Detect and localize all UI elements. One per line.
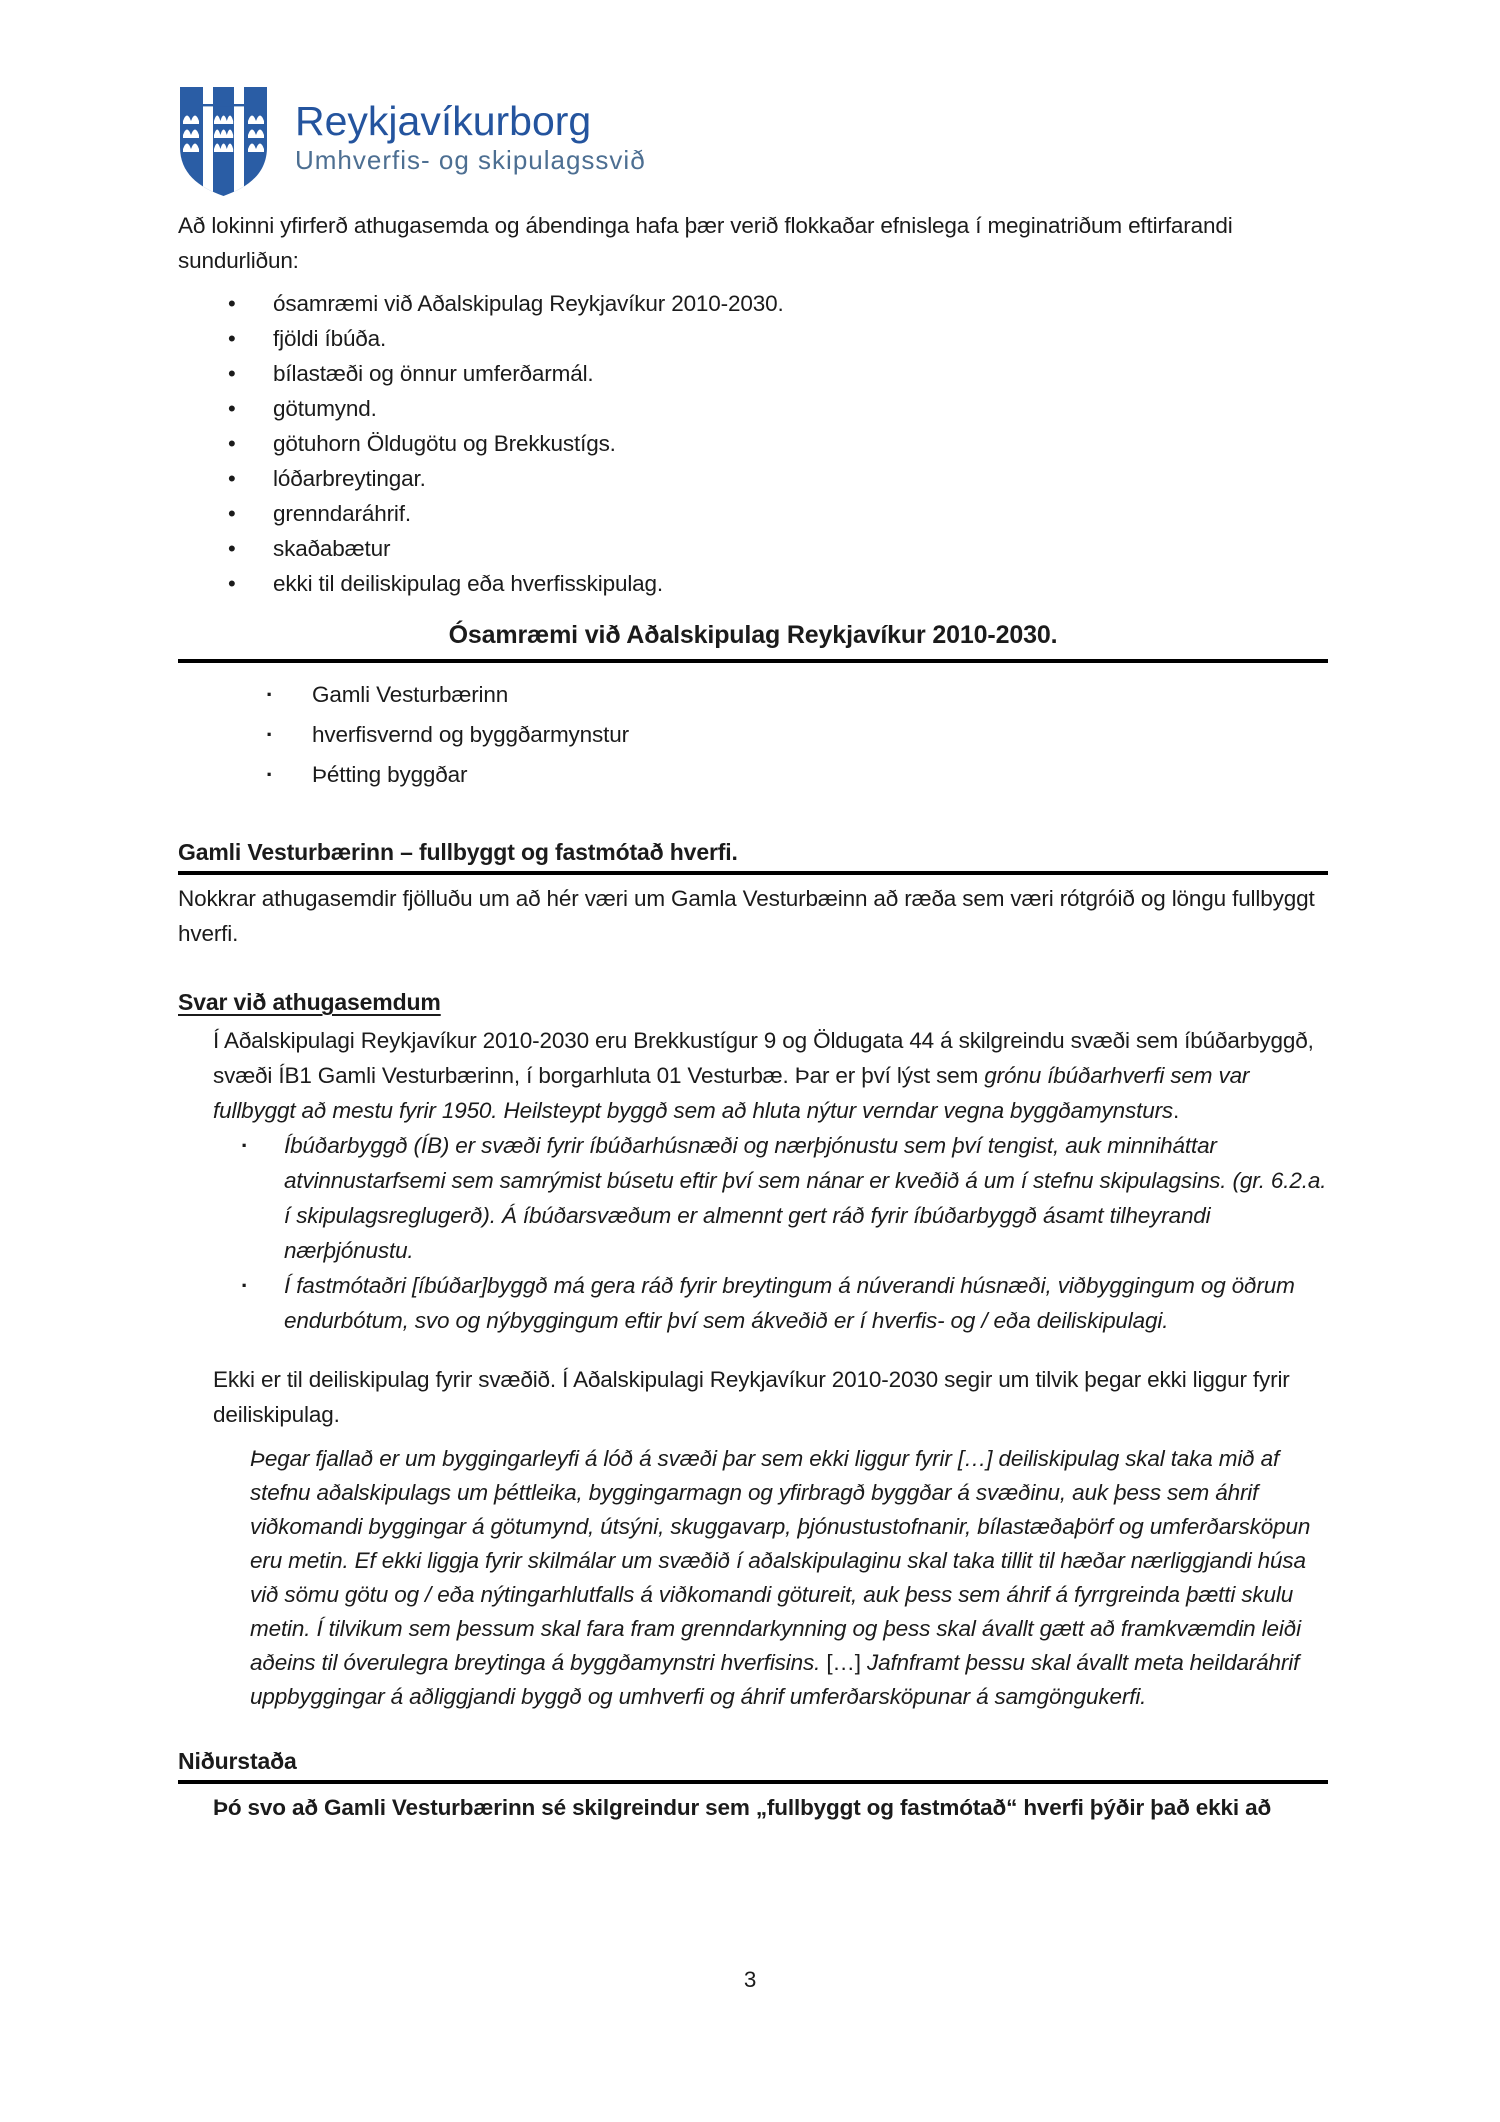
list-item-text: Gamli Vesturbærinn <box>312 682 509 707</box>
bullet-icon <box>228 531 236 566</box>
aðalskipulag-quote <box>250 1442 1328 1714</box>
list-item <box>178 531 1328 566</box>
quote-text-part2: Jafnframt þessu skal ávallt meta heildaráhrif uppbyggingar á aðliggjandi byggð og umhverfi og áhrif umferðarsköpunar á samgöngukerfi. <box>250 1650 1300 1709</box>
bullet-icon <box>228 286 236 321</box>
section-heading-gamli: Gamli Vesturbærinn – fullbyggt og fastmótað hverfi. <box>178 835 1328 875</box>
list-item-text: lóðarbreytingar. <box>273 466 426 491</box>
list-item-text: götumynd. <box>273 396 377 421</box>
logo-dept-name: Umhverfis- og skipulagssvið <box>295 145 646 175</box>
svar-paragraph-1-normal: Í Aðalskipulagi Reykjavíkur 2010-2030 eru Brekkustígur 9 og Öldugata 44 á skilgreindu svæði sem íbúðarbyggð, svæði ÍB1 Gamli Vesturbærinn, í borgarhluta 01 Vesturbæ. Þar er því lýst sem <box>213 1028 1314 1088</box>
dot-bullet-icon <box>241 1268 248 1303</box>
list-item <box>178 566 1328 601</box>
page-number: 3 <box>743 1967 757 1992</box>
bullet-icon <box>228 321 236 356</box>
osamraemi-bullet-list <box>178 675 1328 795</box>
bullet-icon <box>228 426 236 461</box>
list-item-text: Íbúðarbyggð (ÍB) er svæði fyrir íbúðarhúsnæði og nærþjónustu sem því tengist, auk minniháttar atvinnustarfsemi sem samrýmist búsetu eftir því sem nánar er kveðið á um í stefnu skipulagsins. (gr. 6.2.a. í skipulagsreglugerð). Á íbúðarsvæðum er almennt gert ráð fyrir íbúðarbyggð ásamt tilheyrandi nærþjónustu. <box>284 1133 1327 1263</box>
list-item <box>178 461 1328 496</box>
list-item-text: bílastæði og önnur umferðarmál. <box>273 361 594 386</box>
list-item-text: skaðabætur <box>273 536 391 561</box>
list-item-text: fjöldi íbúða. <box>273 326 387 351</box>
list-item <box>178 391 1328 426</box>
section-heading-svar: Svar við athugasemdum <box>178 989 441 1015</box>
logo-text <box>295 85 646 175</box>
svar-bullet-list <box>213 1128 1328 1338</box>
list-item-text: grenndaráhrif. <box>273 501 411 526</box>
list-item-text: ekki til deiliskipulag eða hverfisskipulag. <box>273 571 664 596</box>
bullet-icon <box>228 496 236 531</box>
list-item <box>178 715 1328 755</box>
bullet-icon <box>228 391 236 426</box>
list-item-text: götuhorn Öldugötu og Brekkustígs. <box>273 431 616 456</box>
list-item <box>178 675 1328 715</box>
section-heading-osamraemi: Ósamræmi við Aðalskipulag Reykjavíkur 2010-2030. <box>178 619 1328 663</box>
list-item <box>178 496 1328 531</box>
nidurstada-paragraph: Þó svo að Gamli Vesturbærinn sé skilgreindur sem „fullbyggt og fastmótað“ hverfi þýðir það ekki að <box>213 1795 1272 1820</box>
dot-bullet-icon <box>266 755 273 795</box>
intro-paragraph: Að lokinni yfirferð athugasemda og ábendinga hafa þær verið flokkaðar efnislega í meginatriðum eftirfarandi sundurliðun: <box>178 213 1233 273</box>
list-item <box>213 1268 1328 1338</box>
list-item <box>178 286 1328 321</box>
logo <box>178 0 1328 208</box>
document-content <box>178 0 1328 1825</box>
quote-ellipsis: […] <box>826 1650 861 1675</box>
bullet-icon <box>228 566 236 601</box>
list-item-text: Í fastmótaðri [íbúðar]byggð má gera ráð fyrir breytingum á núverandi húsnæði, viðbyggingum og öðrum endurbótum, svo og nýbyggingum eftir því sem ákveðið er í hverfis- og / eða deiliskipulagi. <box>284 1273 1295 1333</box>
logo-org-name: Reykjavíkurborg <box>295 98 592 144</box>
gamli-paragraph: Nokkrar athugasemdir fjölluðu um að hér væri um Gamla Vesturbæinn að ræða sem væri rótgróið og löngu fullbyggt hverfi. <box>178 886 1315 946</box>
intro-bullet-list <box>178 286 1328 601</box>
list-item-text: Þétting byggðar <box>312 762 468 787</box>
section-heading-nidurstada: Niðurstaða <box>178 1744 1328 1784</box>
dot-bullet-icon <box>266 715 273 755</box>
list-item <box>178 426 1328 461</box>
list-item-text: hverfisvernd og byggðarmynstur <box>312 722 629 747</box>
reykjavik-coat-of-arms-icon <box>178 85 269 208</box>
list-item-text: ósamræmi við Aðalskipulag Reykjavíkur 2010-2030. <box>273 291 784 316</box>
quote-text-part1: Þegar fjallað er um byggingarleyfi á lóð á svæði þar sem ekki liggur fyrir […] deiliskipulag skal taka mið af stefnu aðalskipulags um þéttleika, byggingarmagn og yfirbragð byggðar á svæðinu, auk þess sem áhrif viðkomandi byggingar á götumynd, útsýni, skuggavarp, þjónustustofnanir, bílastæðaþörf og umferðarsköpun eru metin. Ef ekki liggja fyrir skilmálar um svæðið í aðalskipulaginu skal taka tillit til hæðar nærliggjandi húsa við sömu götu og / eða nýtingarhlutfalls á viðkomandi götureit, auk þess sem áhrif á fyrrgreinda þætti skulu metin. Í tilvikum sem þessum skal fara fram grenndarkynning og þess skal ávallt gætt að framkvæmdin leiði aðeins til óverulegra breytinga á byggðamynstri hverfisins. <box>250 1446 1311 1675</box>
bullet-icon <box>228 356 236 391</box>
svar-paragraph-1 <box>213 1023 1328 1128</box>
list-item <box>178 356 1328 391</box>
svar-paragraph-1-italic: grónu íbúðarhverfi sem var fullbyggt að mestu fyrir 1950. Heilsteypt byggð sem að hluta nýtur verndar vegna byggðamynsturs <box>213 1063 1250 1123</box>
bullet-icon <box>228 461 236 496</box>
list-item <box>178 321 1328 356</box>
list-item <box>178 755 1328 795</box>
dot-bullet-icon <box>266 675 273 715</box>
svar-paragraph-1-end: . <box>1173 1098 1180 1123</box>
list-item <box>213 1128 1328 1268</box>
svar-paragraph-2: Ekki er til deiliskipulag fyrir svæðið. Í Aðalskipulagi Reykjavíkur 2010-2030 segir um tilvik þegar ekki liggur fyrir deiliskipulag. <box>213 1367 1290 1427</box>
dot-bullet-icon <box>241 1128 248 1163</box>
